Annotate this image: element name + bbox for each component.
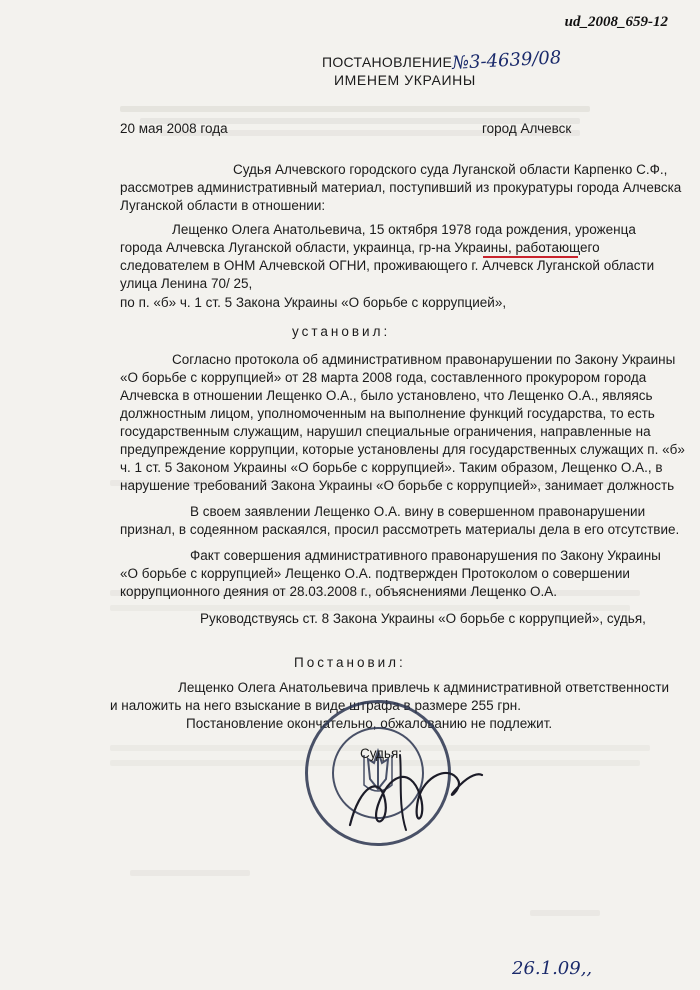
section-heading-resolved: Постановил: [294, 655, 406, 670]
fact-line: Факт совершения административного правонарушения по Закону Украины [190, 548, 661, 563]
document-id: ud_2008_659-12 [564, 14, 668, 30]
section-heading-established: установил: [292, 324, 391, 339]
subject-line: города Алчевска Луганской области, украинца, гр-на Украины, работающего [120, 240, 600, 255]
statement-line: признал, в содеянном раскаялся, просил рассмотреть материалы дела в его отсутствие. [120, 522, 680, 537]
intro-line: Судья Алчевского городского суда Луганской области Карпенко С.Ф., [233, 162, 668, 177]
body-line: государственным служащим, нарушил специальные ограничения, направленные на [120, 424, 651, 439]
handwritten-signature [340, 745, 490, 840]
body-line: нарушение требований Закона Украины «О борьбе с коррупцией», занимает должность [120, 478, 675, 493]
fact-line: коррупционного деяния от 28.03.2008 г., объяснениями Лещенко О.А. [120, 584, 558, 599]
handwritten-case-number: №3-4639/08 [451, 47, 562, 74]
fact-line: «О борьбе с коррупцией» Лещенко О.А. подтвержден Протоколом о совершении [120, 566, 630, 581]
body-line: должностным лицом, уполномоченным на выполнение функций государства, то есть [120, 406, 655, 421]
statement-line: В своем заявлении Лещенко О.А. вину в совершенном правонарушении [190, 504, 646, 519]
intro-line: рассмотрев административный материал, поступивший из прокуратуры города Алчевска [120, 180, 682, 195]
bleed-through-line [530, 910, 600, 916]
subject-line: Лещенко Олега Анатольевича, 15 октября 1978 года рождения, уроженца [172, 222, 636, 237]
guided-line: Руководствуясь ст. 8 Закона Украины «О борьбе с коррупцией», судья, [200, 611, 646, 626]
bleed-through-line [120, 106, 590, 112]
body-line: Алчевска в отношении Лещенко О.А., было установлено, что Лещенко О.А., являясь [120, 388, 653, 403]
body-line: Согласно протокола об административном правонарушении по Закону Украины [172, 352, 676, 367]
subject-line: улица Ленина 70/ 25, [120, 276, 253, 291]
decision-line: Лещенко Олега Анатольевича привлечь к административной ответственности [178, 680, 670, 695]
law-reference: по п. «б» ч. 1 ст. 5 Закона Украины «О борьбе с коррупцией», [120, 295, 507, 310]
decision-line: и наложить на него взыскание в виде штрафа в размере 255 грн. [110, 698, 521, 713]
handwritten-bottom-note: 26.1.09,, [512, 958, 593, 979]
body-line: ч. 1 ст. 5 Законом Украины «О борьбе с коррупцией». Таким образом, Лещенко О.А., в [120, 460, 663, 475]
document-title: ПОСТАНОВЛЕНИЕ [322, 54, 453, 70]
body-line: предупреждение коррупции, которые установлены для государственных служащих п. «б» [120, 442, 685, 457]
document-subtitle: ИМЕНЕМ УКРАИНЫ [334, 72, 476, 88]
bleed-through-line [130, 870, 250, 876]
body-line: «О борьбе с коррупцией» от 28 марта 2008 года, составленного прокурором города [120, 370, 647, 385]
document-city: город Алчевск [482, 121, 572, 136]
signature-label: Судья: [360, 746, 403, 761]
decision-line: Постановление окончательно, обжалованию не подлежит. [186, 716, 553, 731]
document-date: 20 мая 2008 года [120, 121, 228, 136]
intro-line: Луганской области в отношении: [120, 198, 326, 213]
subject-line: следователем в ОНМ Алчевской ОГНИ, проживающего г. Алчевск Луганской области [120, 258, 655, 273]
